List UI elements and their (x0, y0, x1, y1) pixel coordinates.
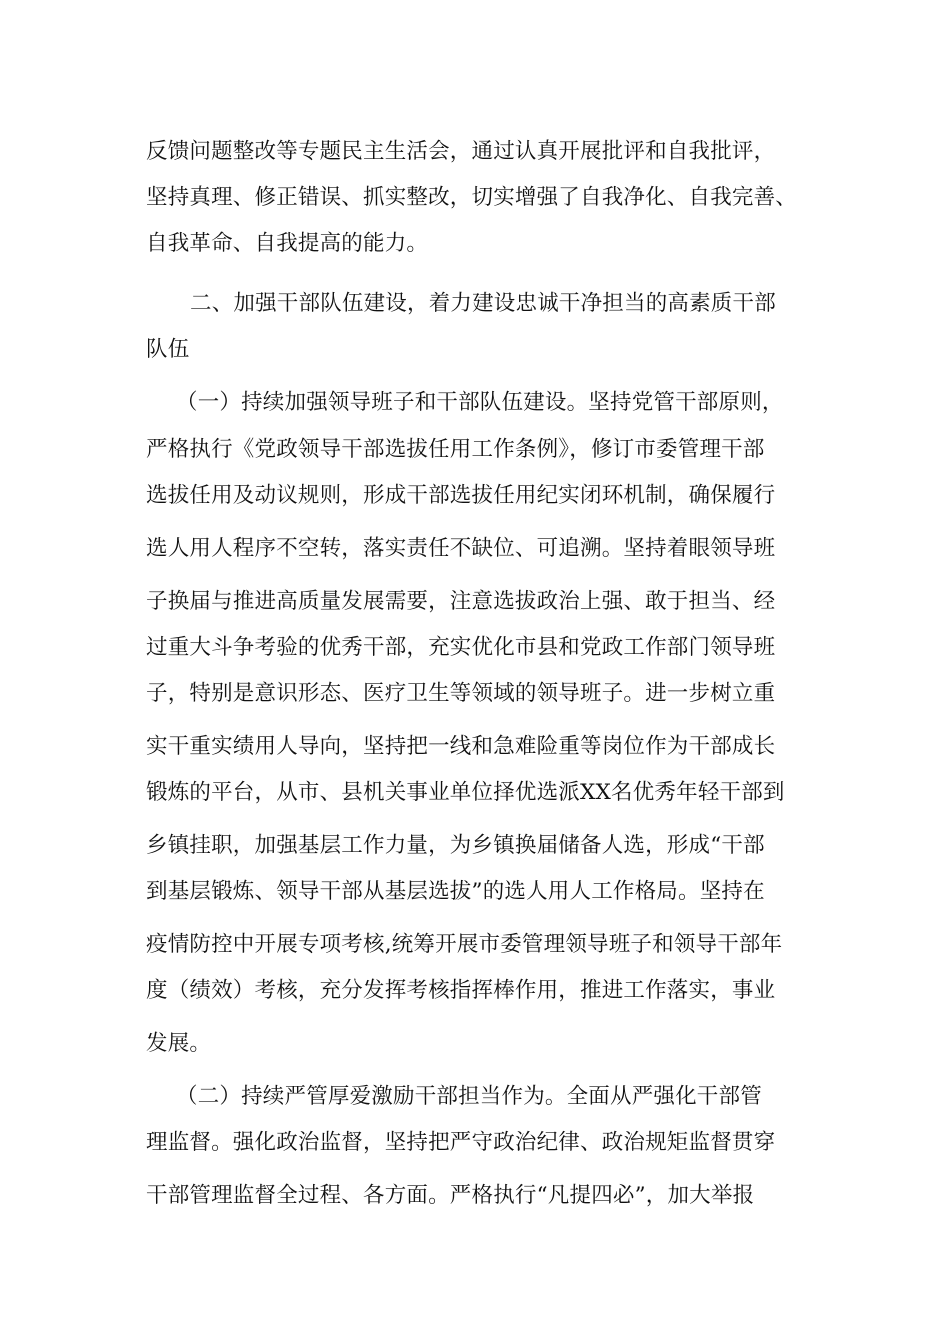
subsection-1-line-3: 选拔任用及动议规则，形成干部选拔任用纪实闭环机制，确保履行 (146, 483, 776, 508)
text-line-2: 坚持真理、修正错误、抓实整改，切实增强了自我净化、自我完善、 (146, 185, 798, 210)
subsection-1-line-9: 锻炼的平台，从市、县机关事业单位择优选派XX名优秀年轻干部到 (146, 780, 785, 805)
subsection-1-line-10: 乡镇挂职，加强基层工作力量，为乡镇换届储备人选，形成“干部 (146, 833, 765, 858)
subsection-1-line-6: 过重大斗争考验的优秀干部，充实优化市县和党政工作部门领导班 (146, 635, 776, 660)
subsection-1-line-12: 疫情防控中开展专项考核,统筹开展市委管理领导班子和领导干部年 (146, 932, 783, 957)
subsection-1-line-1: （一）持续加强领导班子和干部队伍建设。坚持党管干部原则， (176, 390, 784, 415)
subsection-1-line-14: 发展。 (146, 1031, 212, 1056)
subsection-1-line-11: 到基层锻炼、领导干部从基层选拔”的选人用人工作格局。坚持在 (146, 879, 765, 904)
section-heading: 二、加强干部队伍建设，着力建设忠诚干净担当的高素质干部 (190, 291, 776, 316)
subsection-2-line-3: 干部管理监督全过程、各方面。严格执行“凡提四必”，加大举报 (146, 1183, 755, 1208)
text-line-1: 反馈问题整改等专题民主生活会，通过认真开展批评和自我批评， (146, 139, 776, 164)
subsection-1-line-4: 选人用人程序不空转，落实责任不缺位、可追溯。坚持着眼领导班 (146, 536, 776, 561)
subsection-1-line-7: 子，特别是意识形态、医疗卫生等领域的领导班子。进一步树立重 (146, 681, 776, 706)
section-heading-cont: 队伍 (146, 337, 190, 362)
subsection-1-line-13: 度（绩效）考核，充分发挥考核指挥棒作用，推进工作落实，事业 (146, 978, 776, 1003)
text-line-3: 自我革命、自我提高的能力。 (146, 231, 429, 256)
subsection-1-line-2: 严格执行《党政领导干部选拔任用工作条例》，修订市委管理干部 (146, 437, 765, 462)
subsection-1-line-8: 实干重实绩用人导向，坚持把一线和急难险重等岗位作为干部成长 (146, 734, 776, 759)
subsection-1-line-5: 子换届与推进高质量发展需要，注意选拔政治上强、敢于担当、经 (146, 589, 776, 614)
subsection-2-line-1: （二）持续严管厚爱激励干部担当作为。全面从严强化干部管 (176, 1084, 762, 1109)
subsection-2-line-2: 理监督。强化政治监督，坚持把严守政治纪律、政治规矩监督贯穿 (146, 1130, 776, 1155)
